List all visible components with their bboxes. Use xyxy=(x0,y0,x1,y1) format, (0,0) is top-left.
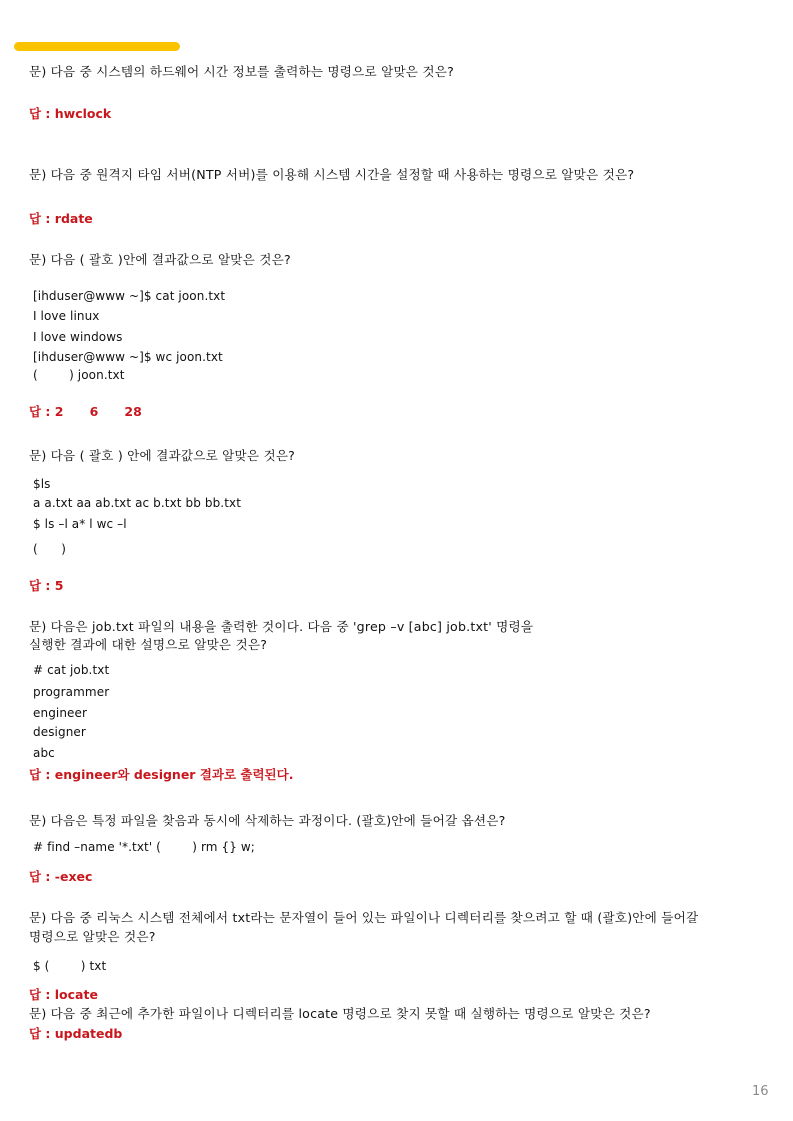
code-line: a a.txt aa ab.txt ac b.txt bb bb.txt xyxy=(33,496,242,510)
answer-5: 답 : engineer와 designer 결과로 출력된다. xyxy=(29,767,294,782)
code-line: ( ) joon.txt xyxy=(33,368,125,382)
code-line: [ihduser@www ~]$ wc joon.txt xyxy=(33,350,223,364)
answer-1: 답 : hwclock xyxy=(29,106,112,121)
question-4: 문) 다음 ( 괄호 ) 안에 결과값으로 알맞은 것은? xyxy=(29,448,296,463)
question-5-line-1: 문) 다음은 job.txt 파일의 내용을 출력한 것이다. 다음 중 'grep –v [abc] job.txt' 명령을 xyxy=(29,619,534,634)
answer-2: 답 : rdate xyxy=(29,211,93,226)
question-5-line-2: 실행한 결과에 대한 설명으로 알맞은 것은? xyxy=(29,637,268,652)
code-line: I love linux xyxy=(33,309,100,323)
code-line: # find –name '*.txt' ( ) rm {} w; xyxy=(33,840,255,854)
answer-6: 답 : -exec xyxy=(29,869,93,884)
code-line: programmer xyxy=(33,685,110,699)
question-7-line-1: 문) 다음 중 리눅스 시스템 전체에서 txt라는 문자열이 들어 있는 파일이나 디렉터리를 찾으려고 할 때 (괄호)안에 들어갈 xyxy=(29,910,699,925)
question-1: 문) 다음 중 시스템의 하드웨어 시간 정보를 출력하는 명령으로 알맞은 것은? xyxy=(29,64,454,79)
code-line: I love windows xyxy=(33,330,123,344)
code-line: $ ( ) txt xyxy=(33,959,107,973)
answer-7: 답 : locate xyxy=(29,987,98,1002)
code-line: ( ) xyxy=(33,542,67,556)
answer-3: 답 : 2 6 28 xyxy=(29,404,142,419)
code-line: designer xyxy=(33,725,86,739)
answer-4: 답 : 5 xyxy=(29,578,64,593)
question-7-line-2: 명령으로 알맞은 것은? xyxy=(29,929,156,944)
code-line: # cat job.txt xyxy=(33,663,110,677)
code-line: [ihduser@www ~]$ cat joon.txt xyxy=(33,289,226,303)
page-number: 16 xyxy=(752,1084,769,1099)
header-accent-bar xyxy=(14,42,180,51)
question-2: 문) 다음 중 원격지 타임 서버(NTP 서버)를 이용해 시스템 시간을 설정할 때 사용하는 명령으로 알맞은 것은? xyxy=(29,167,635,182)
code-line: engineer xyxy=(33,706,88,720)
question-8: 문) 다음 중 최근에 추가한 파일이나 디렉터리를 locate 명령으로 찾지 못할 때 실행하는 명령으로 알맞은 것은? xyxy=(29,1006,651,1021)
code-line: $ ls –l a* l wc –l xyxy=(33,517,127,531)
answer-8: 답 : updatedb xyxy=(29,1026,123,1041)
question-3: 문) 다음 ( 괄호 )안에 결과값으로 알맞은 것은? xyxy=(29,252,291,267)
code-line: abc xyxy=(33,746,55,760)
code-line: $ls xyxy=(33,477,51,491)
question-6: 문) 다음은 특정 파일을 찾음과 동시에 삭제하는 과정이다. (괄호)안에 들어갈 옵션은? xyxy=(29,813,506,828)
